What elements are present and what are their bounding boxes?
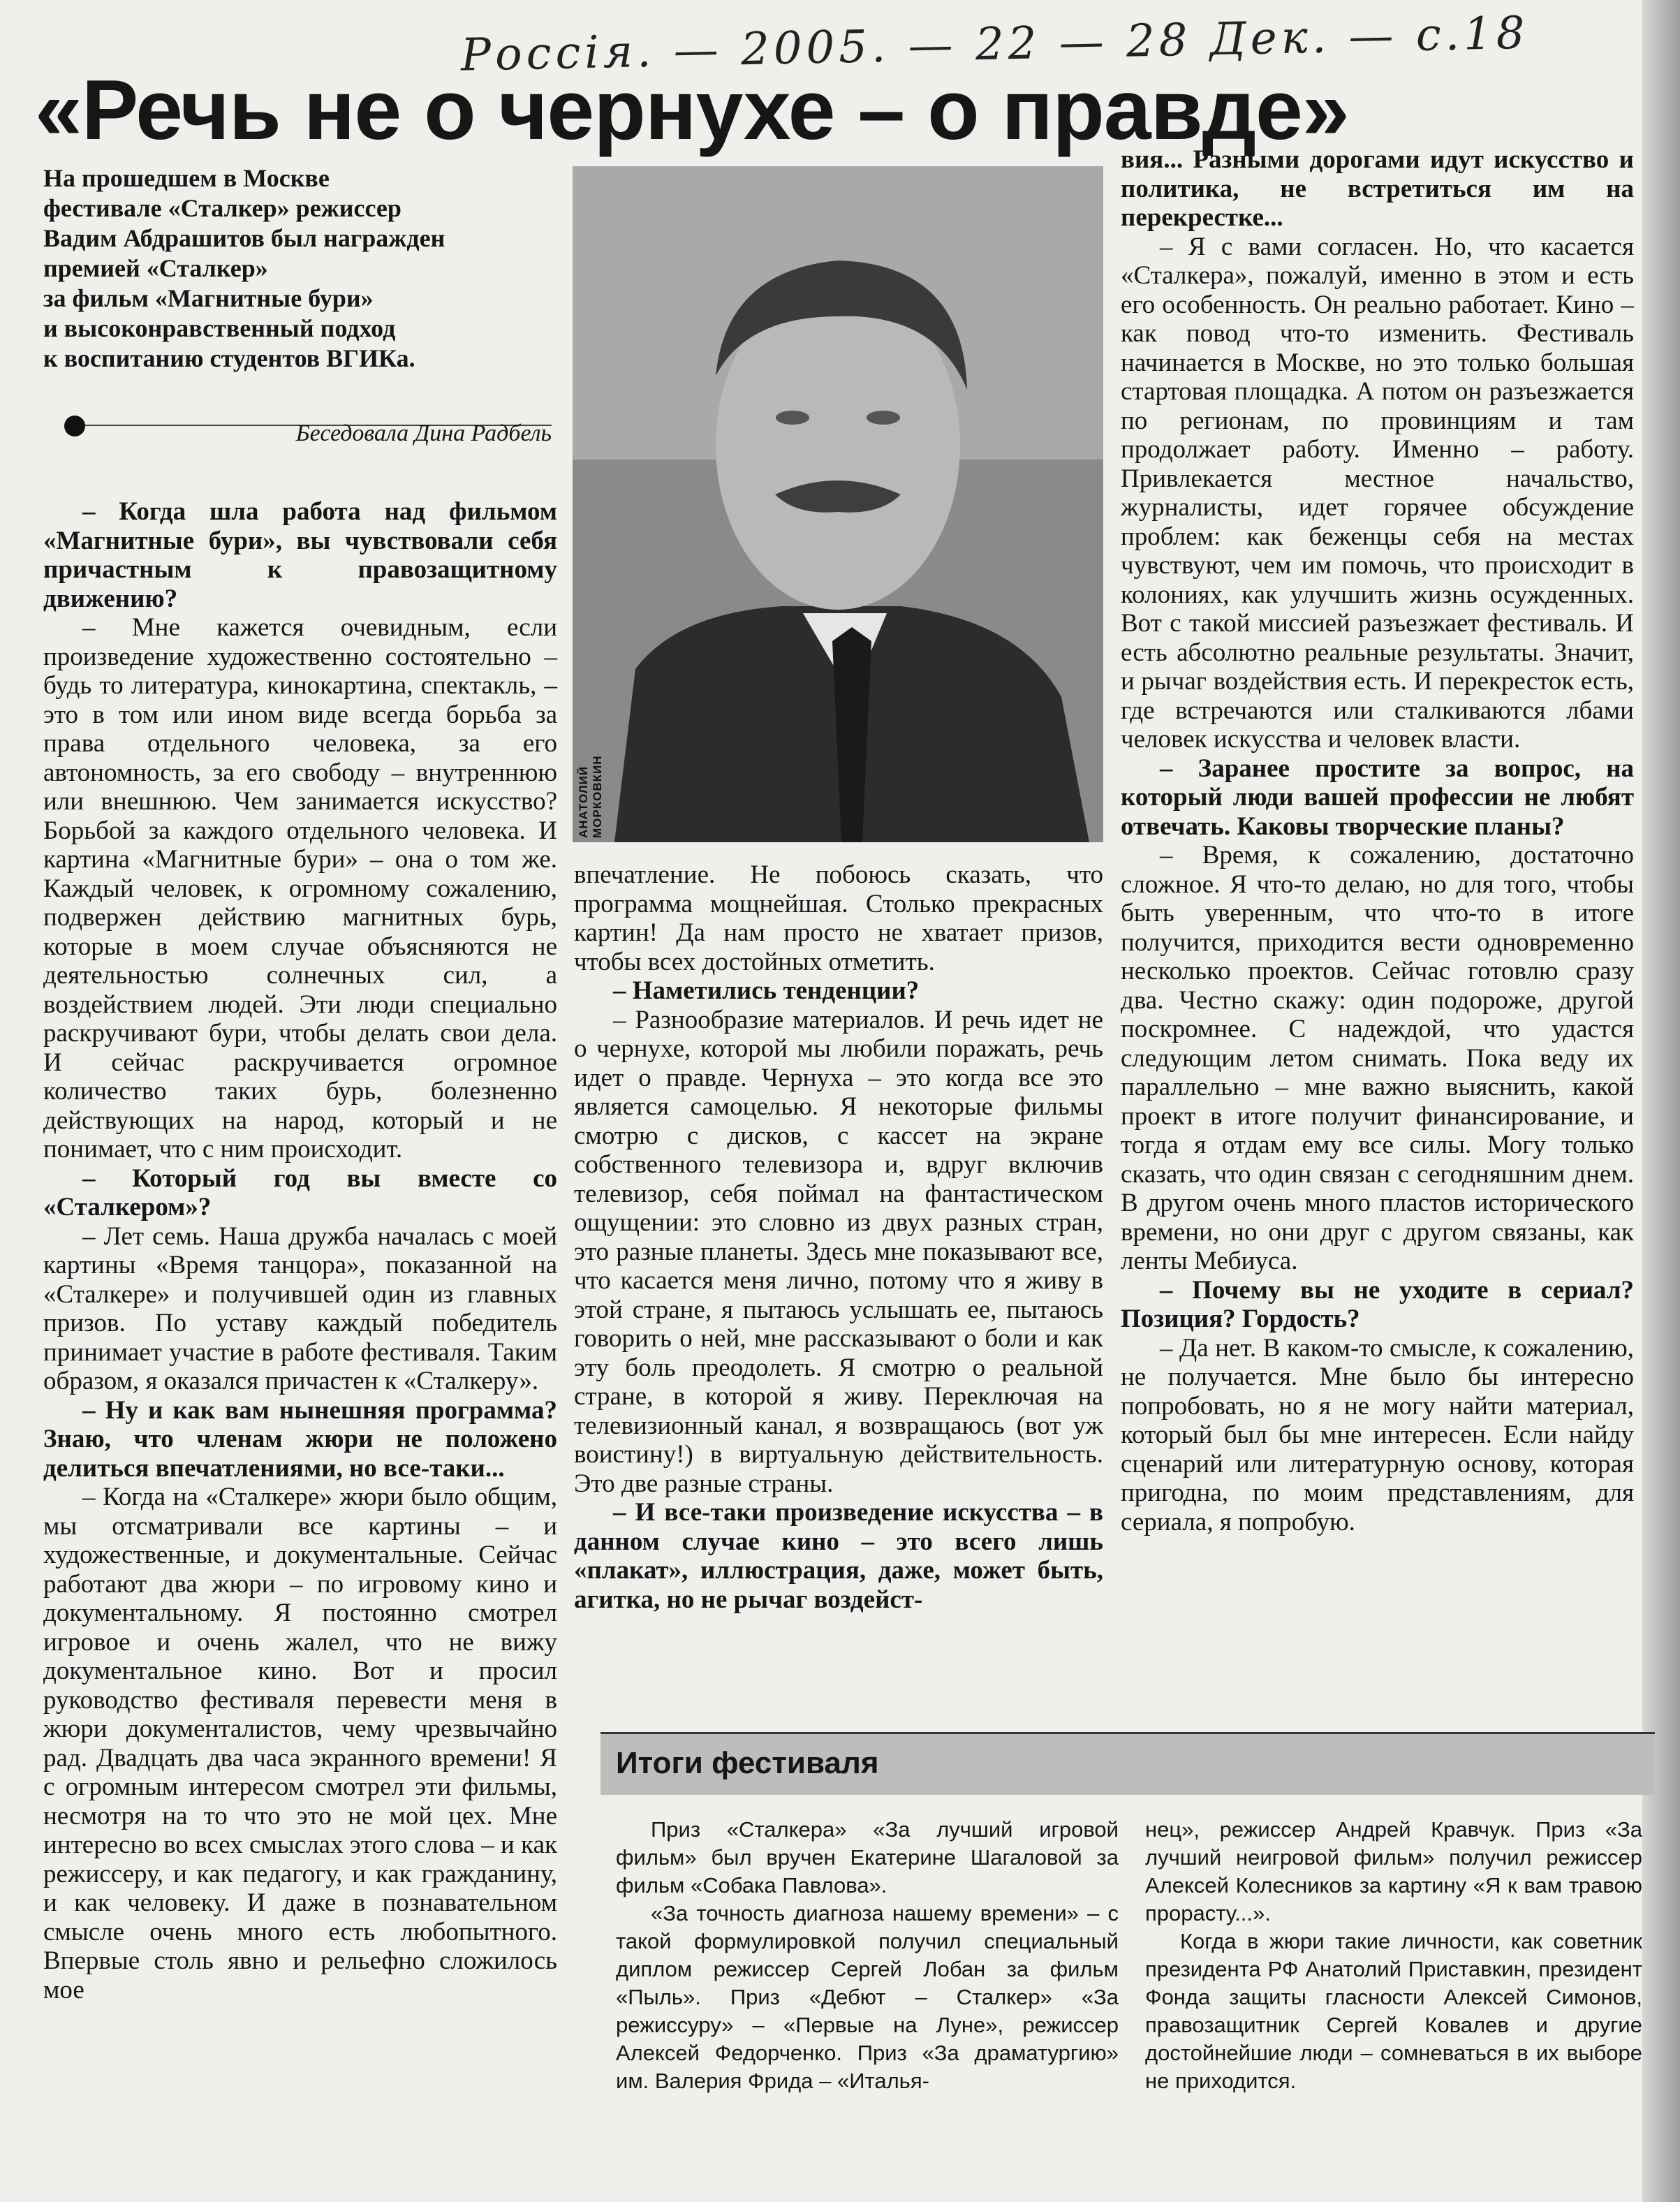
- answer: – Лет семь. Наша дружба началась с моей картины «Время танцора», показанной на «Сталкере» и получившей один из главных призов. По уставу каждый победитель принимает участие в работе фестиваля. Таким образом, я оказался причастен к «Сталкеру».: [43, 1221, 557, 1395]
- answer-continued: впечатление. Не побоюсь сказать, что программа мощнейшая. Столько прекрасных картин! Да нам просто не хватает призов, чтобы всех достойных отметить.: [574, 860, 1103, 976]
- question: – Который год вы вместе со «Сталкером»?: [43, 1164, 557, 1221]
- question-continued: вия... Разными дорогами идут искусство и политика, не встретиться им на перекрестке...: [1121, 145, 1634, 232]
- answer: – Мне кажется очевидным, если произведение художественно состоятельно – будь то литература, кинокартина, спектакль, – это в том или ином виде всегда борьба за права отдельного человека, за его автономность, за его свободу – внутреннюю или внешнюю. Чем занимается искусство? Борьбой за каждого отдельного человека. И картина «Магнитные бури» – она о том же. Каждый человек, к огромному сожалению, подвержен действию магнитных бурь, которые в моем случае объясняются не деятельностью солнечных сил, а воздействием людей. Эти люди специально раскручивают бури, чтобы делать свои дела. И сейчас раскручивается огромное количество таких бурь, болезненно действующих на народ, который и не понимает, что с ним происходит.: [43, 613, 557, 1164]
- page-edge-shadow: [1642, 0, 1680, 2202]
- portrait-photo: [573, 166, 1103, 842]
- interview-column-1: [43, 497, 557, 2004]
- answer: – Да нет. В каком-то смысле, к сожалению, не получается. Мне было бы интересно попробовать, но я не могу найти материал, который был бы мне интересен. Если найду сценарий или литературную основу, которая пригодна, по моим представлениям, для сериала, я попробую.: [1121, 1333, 1634, 1536]
- handwritten-source-note: Россія. — 2005. — 22 — 28 Дек. — с.18: [460, 7, 1530, 82]
- question: – Почему вы не уходите в сериал? Позиция? Гордость?: [1121, 1275, 1634, 1333]
- answer: – Я с вами согласен. Но, что касается «Сталкера», пожалуй, именно в этом и есть его особенность. Он реально работает. Кино – как повод что-то изменить. Фестиваль начинается в Москве, но это только большая стартовая площадка. А потом он разъезжается по регионам, по провинциям и там продолжает работу. Именно – работу. Привлекается местное начальство, журналисты, идет горячее обсуждение проблем: как беженцы себя на местах чувствуют, чем им помочь, что происходит в колониях, как улучшить жизнь осужденных. Вот с такой миссией разъезжает фестиваль. И есть абсолютно реальные результаты. Значит, и рычаг воздействия есть. И перекресток есть, где встречаются или сталкиваются лбами человек искусства и человек власти.: [1121, 232, 1634, 754]
- results-box-title: Итоги фестиваля: [616, 1746, 879, 1780]
- question: – И все-таки произведение искусства – в данном случае кино – это всего лишь «плакат», иллюстрация, даже, может быть, агитка, но не рычаг воздейст-: [574, 1498, 1103, 1614]
- question: – Заранее простите за вопрос, на который люди вашей профессии не любят отвечать. Каковы творческие планы?: [1121, 754, 1634, 841]
- results-paragraph: Приз «Сталкера» «За лучший игровой фильм» был вручен Екатерине Шагаловой за фильм «Собака Павлова».: [616, 1817, 1119, 1898]
- question: – Ну и как вам нынешняя программа? Знаю, что членам жюри не положено делиться впечатлениями, но все-таки...: [43, 1395, 557, 1483]
- answer: – Разнообразие материалов. И речь идет не о чернухе, которой мы любили поражать, речь идет о правде. Чернуха – это когда все это является самоцелью. Я некоторые фильмы смотрю с дисков, с кассет на экране собственного телевизора и, вдруг включив телевизор, себя поймал на фантастическом ощущении: это словно из двух разных стран, это разные планеты. Здесь мне показывают все, что касается меня лично, потому что я живу в этой стране, я пытаюсь услышать ее, пытаюсь говорить о ней, мне рассказывают о боли и как эту боль преодолеть. Я смотрю о реальной стране, в которой я живу. Переключая на телевизионный канал, я возвращаюсь (вот уж воистину!) в виртуальную действительность. Это две разные страны.: [574, 1005, 1103, 1498]
- answer: – Время, к сожалению, достаточно сложное. Я что-то делаю, но для того, чтобы быть уверенным, что что-то в итоге получится, приходится вести одновременно несколько проектов. Сейчас готовлю сразу два. Честно скажу: один подороже, другой поскромнее. С надеждой, что удастся следующим летом снимать. Пока веду их параллельно – мне важно выяснить, какой проект в итоге получит финансирование, и тогда я отдам ему все силы. Могу только сказать, что один связан с сегодняшним днем. В другом очень много пластов исторического времени, но они друг с другом связаны, как ленты Мебиуса.: [1121, 841, 1634, 1275]
- headline: «Речь не о чернухе – о правде»: [35, 62, 1349, 157]
- byline-dot: [64, 416, 85, 436]
- interview-column-2: [574, 860, 1103, 1614]
- question: – Наметились тенденции?: [613, 976, 920, 1005]
- results-paragraph: Когда в жюри такие личности, как советник президента РФ Анатолий Приставкин, президент Фонда защиты гласности Алексей Симонов, правозащитник Сергей Ковалев и другие достойнейшие люди – сомневаться в их выборе не приходится.: [1145, 1929, 1642, 2093]
- results-column-1: [616, 1816, 1119, 2095]
- question: – Когда шла работа над фильмом «Магнитные бури», вы чувствовали себя причастным к правозащитному движению?: [43, 497, 557, 613]
- lead-paragraph: На прошедшем в Москве фестивале «Сталкер» режиссер Вадим Абдрашитов был награжден премией «Сталкер» за фильм «Магнитные бури» и высоконравственный подход к воспитанию студентов ВГИКа.: [43, 164, 445, 372]
- results-paragraph: нец», режиссер Андрей Кравчук. Приз «За лучший неигровой фильм» получил режиссер Алексей Колесников за картину «Я к вам травою прорасту...».: [1145, 1817, 1642, 1925]
- photo-credit: АНАТОЛИЙ МОРКОВКИН: [577, 755, 604, 838]
- interview-column-3: [1121, 145, 1634, 1536]
- answer: – Когда на «Сталкере» жюри было общим, мы отсматривали все картины – и художественные, и документальные. Сейчас работают два жюри – по игровому кино и документальному. Я постоянно смотрел игровое и очень жалел, что не вижу документальное кино. Вот и просил руководство фестиваля перевести меня в жюри документалистов, чему чрезвычайно рад. Двадцать два часа экранного времени! Я с огромным интересом смотрел эти фильмы, несмотря на то что это не мой цех. Мне интересно во всех смыслах этого слова – и как режиссеру, и как педагогу, и как гражданину, и как человеку. И даже в познавательном смысле очень много есть любопытного. Впервые столь явно и рельефно сложилось мое: [43, 1483, 557, 2004]
- results-column-2: [1145, 1816, 1642, 2095]
- byline: Беседовала Дина Радбель: [295, 420, 552, 446]
- results-paragraph: «За точность диагноза нашему времени» – с такой формулировкой получил специальный диплом режиссер Сергей Лобан за фильм «Пыль». Приз «Дебют – Сталкер» «За режиссуру» – «Первые на Луне», режиссер Алексей Федорченко. Приз «За драматургию» им. Валерия Фрида – «Италья-: [616, 1901, 1119, 2093]
